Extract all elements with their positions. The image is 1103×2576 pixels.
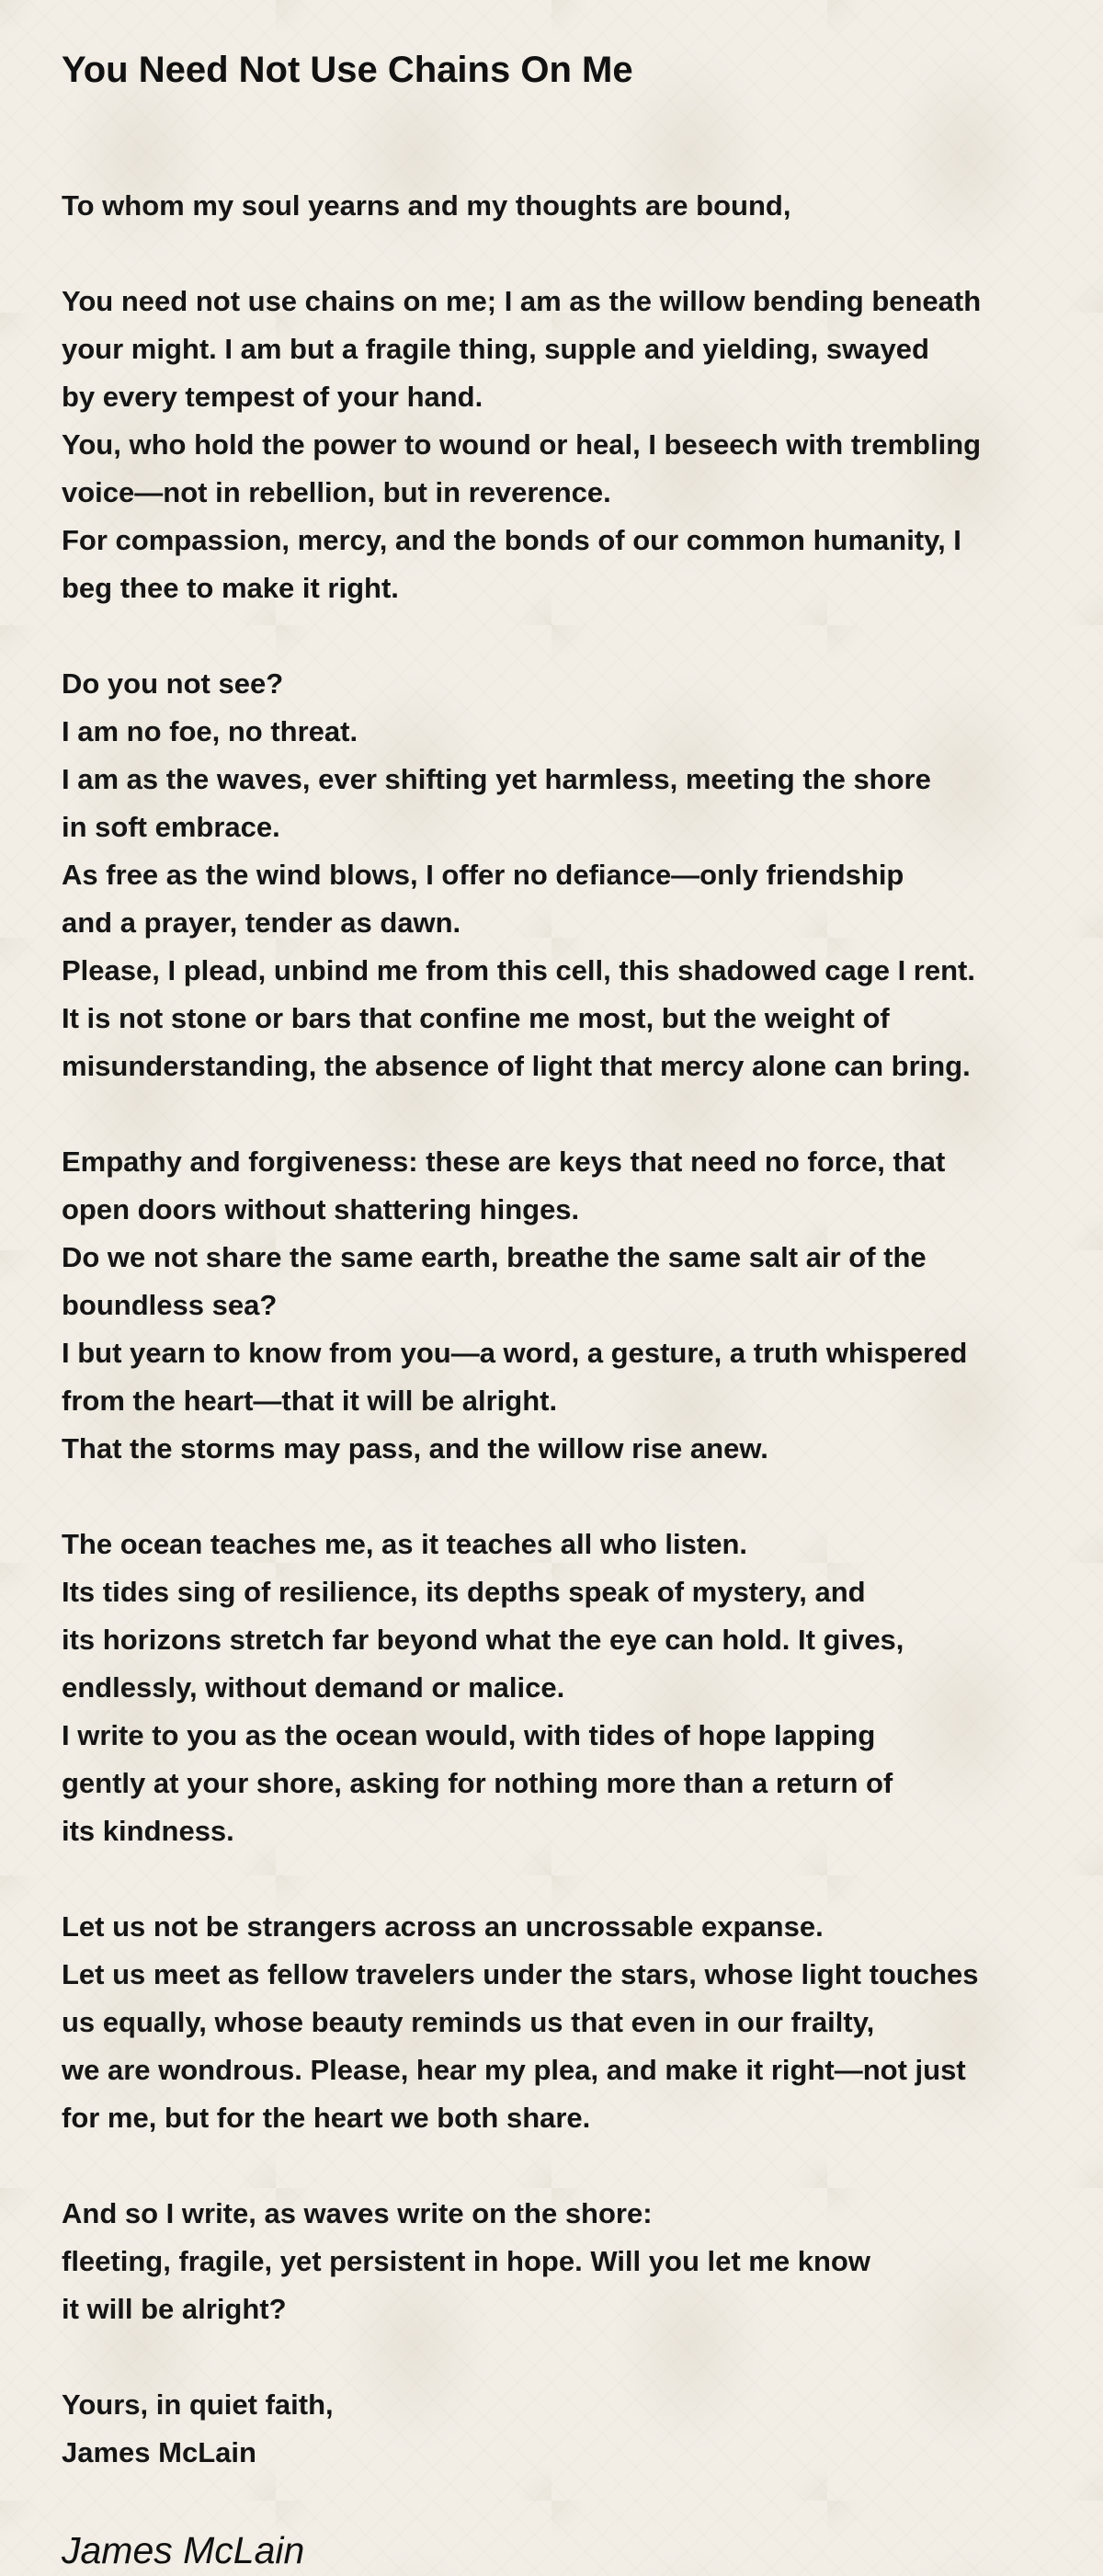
poem-line: You need not use chains on me; I am as the willow bending beneath: [62, 285, 982, 317]
poem-line: from the heart—that it will be alright.: [62, 1385, 558, 1417]
poem-line: I but yearn to know from you—a word, a gesture, a truth whispered: [62, 1337, 968, 1369]
poem-line: It is not stone or bars that confine me most, but the weight of: [62, 1002, 890, 1034]
poem-line: fleeting, fragile, yet persistent in hope. Will you let me know: [62, 2245, 870, 2277]
poem-page: [62, 44, 1054, 2576]
poem-line: Empathy and forgiveness: these are keys that need no force, that: [62, 1146, 946, 1178]
poem-line: us equally, whose beauty reminds us that even in our frailty,: [62, 2006, 875, 2038]
stanza-break: [62, 1090, 1054, 1138]
poem-line: for me, but for the heart we both share.: [62, 2102, 591, 2134]
poem-line: it will be alright?: [62, 2293, 287, 2325]
stanza-break: [62, 2142, 1054, 2190]
poem-line: You, who hold the power to wound or heal, I beseech with trembling: [62, 428, 982, 461]
stanza-break: [62, 1473, 1054, 1521]
poem-line: boundless sea?: [62, 1289, 278, 1321]
poem-line: your might. I am but a fragile thing, supple and yielding, swayed: [62, 333, 929, 365]
author-signature: James McLain: [62, 2529, 305, 2571]
poem-line: gently at your shore, asking for nothing more than a return of: [62, 1767, 893, 1799]
poem-line: endlessly, without demand or malice.: [62, 1671, 565, 1704]
poem-line: To whom my soul yearns and my thoughts are bound,: [62, 189, 791, 222]
poem-line: Let us not be strangers across an uncrossable expanse.: [62, 1910, 824, 1943]
poem-line: The ocean teaches me, as it teaches all who listen.: [62, 1528, 748, 1560]
poem-line: beg thee to make it right.: [62, 572, 399, 604]
poem-line: Do we not share the same earth, breathe the same salt air of the: [62, 1241, 927, 1273]
poem-line: misunderstanding, the absence of light that mercy alone can bring.: [62, 1050, 971, 1082]
poem-title: You Need Not Use Chains On Me: [62, 50, 633, 90]
poem-line: open doors without shattering hinges.: [62, 1193, 580, 1225]
poem-line: voice—not in rebellion, but in reverence.: [62, 476, 611, 508]
poem-line: For compassion, mercy, and the bonds of our common humanity, I: [62, 524, 961, 556]
poem-line: I write to you as the ocean would, with tides of hope lapping: [62, 1719, 876, 1751]
poem-line: Yours, in quiet faith,: [62, 2388, 334, 2421]
stanza-break: [62, 1855, 1054, 1903]
poem-line: And so I write, as waves write on the shore:: [62, 2197, 653, 2229]
poem-line: Do you not see?: [62, 667, 284, 700]
stanza-break: [62, 2333, 1054, 2381]
poem-line: Its tides sing of resilience, its depths speak of mystery, and: [62, 1576, 866, 1608]
poem-line: Let us meet as fellow travelers under the stars, whose light touches: [62, 1958, 979, 1990]
stanza-break: [62, 612, 1054, 660]
poem-line: Please, I plead, unbind me from this cell, this shadowed cage I rent.: [62, 954, 975, 986]
poem-line: in soft embrace.: [62, 811, 280, 843]
poem-line: I am as the waves, ever shifting yet harmless, meeting the shore: [62, 763, 931, 795]
poem-line: and a prayer, tender as dawn.: [62, 906, 461, 939]
stanza-break: [62, 230, 1054, 278]
poem-line: we are wondrous. Please, hear my plea, and make it right—not just: [62, 2054, 966, 2086]
poem-line: its kindness.: [62, 1815, 234, 1847]
poem-line: That the storms may pass, and the willow rise anew.: [62, 1432, 768, 1465]
poem-body: [62, 182, 1054, 2477]
poem-line: As free as the wind blows, I offer no defiance—only friendship: [62, 859, 904, 891]
poem-line: I am no foe, no threat.: [62, 715, 358, 747]
poem-line: James McLain: [62, 2436, 256, 2468]
poem-line: its horizons stretch far beyond what the eye can hold. It gives,: [62, 1624, 904, 1656]
poem-line: by every tempest of your hand.: [62, 381, 483, 413]
